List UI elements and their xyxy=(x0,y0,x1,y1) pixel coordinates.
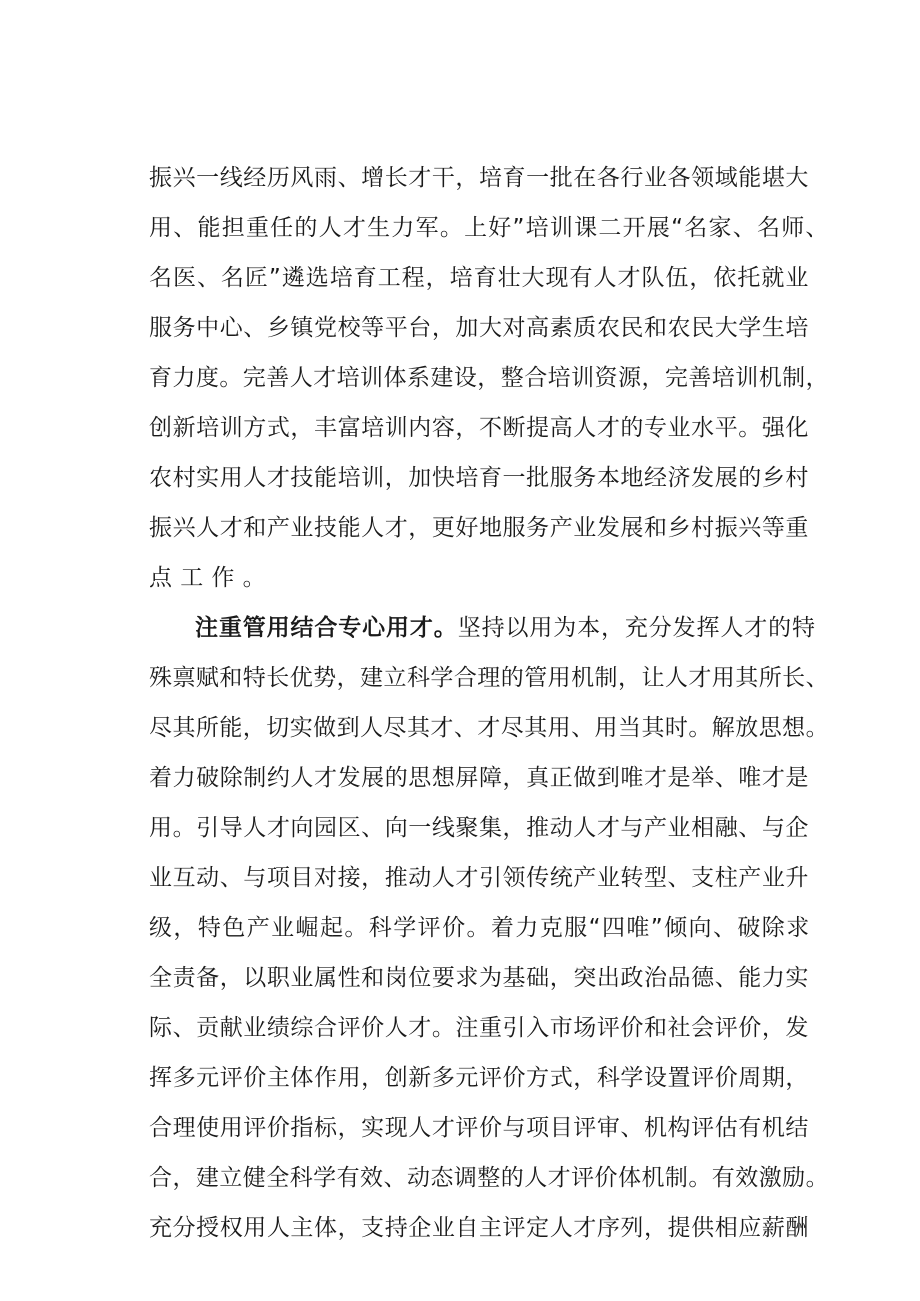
text-line: 充分授权用人主体，支持企业自主评定人才序列，提供相应薪酬 xyxy=(149,1215,809,1241)
text-line: 用、能担重任的人才生力军。上好”培训课二开展“名家、名师、 xyxy=(149,215,830,241)
heading-continuation: 坚持以用为本，充分发挥人才的特 xyxy=(457,615,816,641)
text-line: 殊禀赋和特长优势，建立科学合理的管用机制，让人才用其所长、 xyxy=(149,665,830,691)
text-line: 合，建立健全科学有效、动态调整的人才评价体机制。有效激励。 xyxy=(149,1165,830,1191)
text-line: 名医、名匠”遴选培育工程，培育壮大现有人才队伍，依托就业 xyxy=(149,265,810,291)
paragraph-heading: 注重管用结合专心用才。 xyxy=(195,615,458,641)
text-line: 用。引导人才向园区、向一线聚集，推动人才与产业相融、与企 xyxy=(149,815,809,841)
text-line: 尽其所能，切实做到人尽其才、才尽其用、用当其时。解放思想。 xyxy=(149,715,830,741)
text-line: 育力度。完善人才培训体系建设，整合培训资源，完善培训机制， xyxy=(149,365,830,391)
text-line: 农村实用人才技能培训，加快培育一批服务本地经济发展的乡村 xyxy=(149,465,809,491)
text-line: 挥多元评价主体作用，创新多元评价方式，科学设置评价周期， xyxy=(149,1065,809,1091)
text-line: 合理使用评价指标，实现人才评价与项目评审、机构评估有机结 xyxy=(149,1115,809,1141)
text-line: 振兴一线经历风雨、增长才干，培育一批在各行业各领域能堪大 xyxy=(149,165,809,191)
text-line: 全责备，以职业属性和岗位要求为基础，突出政治品德、能力实 xyxy=(149,965,809,991)
text-line: 着力破除制约人才发展的思想屏障，真正做到唯才是举、唯才是 xyxy=(149,765,809,791)
text-line: 级，特色产业崛起。科学评价。着力克服“四唯”倾向、破除求 xyxy=(149,915,811,941)
text-line: 际、贡献业绩综合评价人才。注重引入市场评价和社会评价，发 xyxy=(149,1015,809,1041)
text-line: 创新培训方式，丰富培训内容，不断提高人才的专业水平。强化 xyxy=(149,415,809,441)
text-line: 振兴人才和产业技能人才，更好地服务产业发展和乡村振兴等重 xyxy=(149,515,809,541)
text-line: 点工作。 xyxy=(149,565,274,591)
text-line-first xyxy=(195,608,815,648)
text-line: 服务中心、乡镇党校等平台，加大对高素质农民和农民大学生培 xyxy=(149,315,809,341)
text-line: 业互动、与项目对接，推动人才引领传统产业转型、支柱产业升 xyxy=(149,865,809,891)
